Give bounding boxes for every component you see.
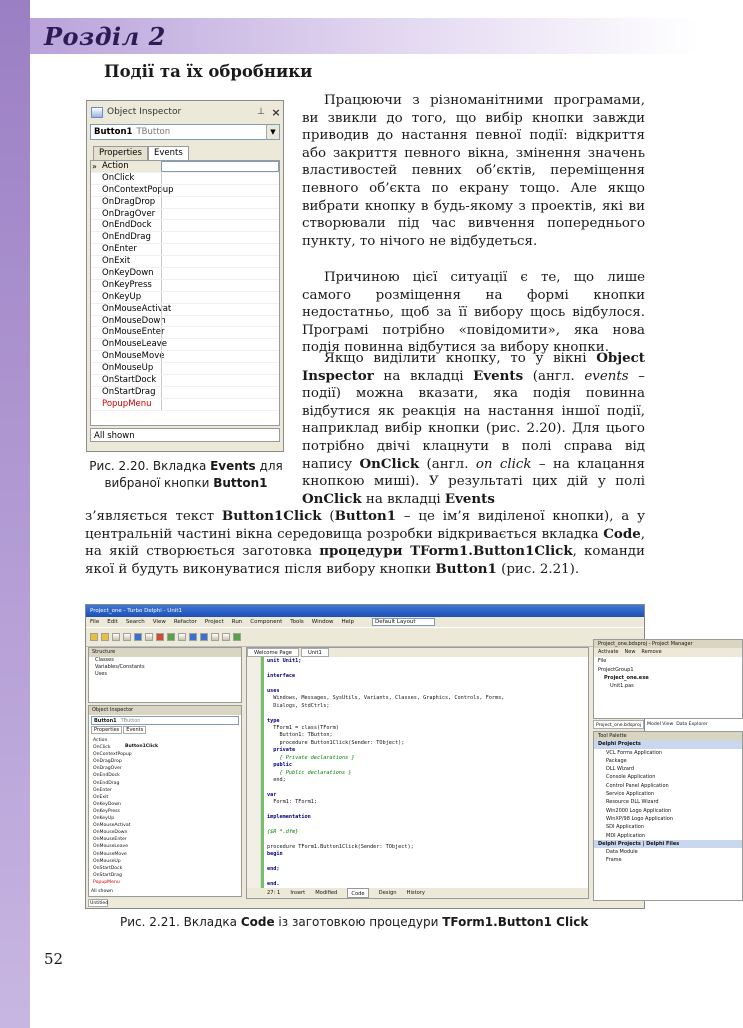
menu-item[interactable]: Refactor: [173, 619, 197, 625]
pm-item[interactable]: Project_one.exe: [604, 674, 649, 681]
ide-event-row[interactable]: OnContextPopup: [93, 752, 132, 758]
code-line: end;: [267, 777, 286, 783]
code-line: [267, 859, 504, 866]
event-name: OnMouseEnter: [102, 327, 165, 338]
ide-titlebar: Project_one - Turbo Delphi - Unit1: [86, 605, 644, 617]
tool-palette: [593, 731, 743, 901]
palette-item[interactable]: Console Application: [606, 774, 656, 781]
event-name: OnKeyDown: [102, 268, 154, 279]
event-row[interactable]: [91, 339, 279, 351]
event-name: OnDragOver: [102, 208, 156, 219]
palette-item[interactable]: WinXP/98 Logo Application: [606, 815, 673, 822]
ide-oi-events-list: [91, 737, 163, 886]
page-number: 52: [44, 950, 64, 968]
menu-item[interactable]: Edit: [107, 619, 118, 625]
step-over-icon[interactable]: [189, 633, 197, 641]
palette-item[interactable]: Frame: [606, 857, 622, 864]
event-value[interactable]: [161, 327, 279, 338]
code-line: [267, 710, 504, 717]
ide-menubar: [86, 617, 644, 627]
event-name: OnMouseDown: [102, 315, 166, 326]
event-row[interactable]: [91, 327, 279, 339]
structure-title: Structure: [89, 648, 241, 657]
palette-item[interactable]: SDI Application: [606, 824, 645, 831]
pm-title: Project_one.bdsproj - Project Manager: [594, 640, 742, 648]
palette-item[interactable]: MDI Application: [606, 832, 646, 839]
modified-flag: Modified: [315, 890, 338, 896]
tab-design[interactable]: Design: [378, 890, 397, 896]
tab-properties[interactable]: Properties: [93, 146, 148, 160]
object-inspector-figure: [86, 100, 284, 452]
event-row[interactable]: [91, 399, 279, 411]
event-name: OnKeyUp: [102, 291, 142, 302]
code-line: var: [267, 791, 277, 798]
figure-caption-2-21: [120, 915, 588, 929]
code-line: procedure Button1Click(Sender: TObject);: [267, 739, 405, 746]
run-icon[interactable]: [167, 633, 175, 641]
event-row[interactable]: [91, 220, 279, 232]
pause-icon[interactable]: [178, 633, 186, 641]
oi-tabs: [93, 146, 280, 160]
code-line: [267, 837, 504, 844]
ide-bottom-status: Untitled: [90, 901, 109, 906]
palette-item[interactable]: Service Application: [606, 791, 655, 798]
pm-activate-button[interactable]: Activate: [598, 649, 619, 656]
ide-event-row[interactable]: OnKeyPress: [93, 808, 120, 814]
ide-event-row[interactable]: OnClick: [93, 745, 111, 751]
ide-event-row[interactable]: OnEnter: [93, 787, 112, 793]
caption-term: Events: [210, 459, 256, 473]
event-value[interactable]: [161, 292, 279, 303]
back-icon[interactable]: [211, 633, 219, 641]
event-value[interactable]: [161, 197, 279, 208]
event-value[interactable]: [161, 244, 279, 255]
code-line: begin: [267, 851, 283, 858]
ide-tab-properties[interactable]: Properties: [91, 726, 122, 734]
pm-toolbar: [594, 648, 742, 657]
ide-event-row[interactable]: OnStartDrag: [93, 872, 122, 878]
code-line: { Public declarations }: [267, 769, 352, 776]
current-row-marker-icon: »: [92, 162, 97, 171]
event-row[interactable]: [91, 232, 279, 244]
palette-item[interactable]: Data Module: [606, 849, 638, 856]
code-line: [267, 680, 504, 687]
pm-item[interactable]: ProjectGroup1: [598, 666, 634, 673]
ide-oi-type: TButton: [120, 718, 141, 724]
oi-component-name: Button1: [94, 127, 133, 137]
code-line: end.: [267, 881, 280, 888]
pm-remove-button[interactable]: Remove: [641, 649, 662, 656]
ide-event-row[interactable]: OnKeyDown: [93, 801, 121, 807]
save-icon[interactable]: [112, 633, 120, 641]
pin-icon[interactable]: ⊥: [257, 107, 265, 117]
figure-caption-2-20: [84, 458, 288, 492]
code-editor[interactable]: [246, 647, 589, 899]
code-line: uses: [267, 687, 280, 694]
event-value[interactable]: [161, 316, 279, 327]
palette-item[interactable]: Win2000 Logo Application: [606, 807, 672, 814]
menu-item[interactable]: Tools: [290, 619, 304, 625]
ide-oi-title: Object Inspector: [89, 706, 241, 715]
event-value[interactable]: [161, 339, 279, 350]
event-value[interactable]: [161, 280, 279, 291]
event-row[interactable]: [91, 209, 279, 221]
ide-toolbar: [86, 627, 644, 647]
ide-event-row[interactable]: OnEndDock: [93, 773, 120, 779]
code-line: [267, 822, 504, 829]
oi-events-grid: [90, 160, 280, 426]
toggle-icon[interactable]: [156, 633, 164, 641]
palette-item[interactable]: DLL Wizard: [606, 766, 635, 773]
ide-event-row[interactable]: OnEndDrag: [93, 780, 120, 786]
forward-icon[interactable]: [222, 633, 230, 641]
tab-data-explorer[interactable]: Data Explorer: [676, 722, 708, 727]
delphi-ide-figure: [85, 604, 708, 909]
caption-term: TForm1.Button1 Click: [442, 915, 589, 929]
ide-object-inspector: [88, 705, 242, 897]
event-row[interactable]: [91, 351, 279, 363]
event-name: OnMouseMove: [102, 351, 165, 362]
ide-event-row[interactable]: OnDragDrop: [93, 759, 122, 765]
structure-pane: [88, 647, 242, 703]
event-value[interactable]: [161, 268, 279, 279]
event-row[interactable]: [91, 256, 279, 268]
save-all-icon[interactable]: [123, 633, 131, 641]
menu-item[interactable]: Search: [125, 619, 145, 625]
code-line: [267, 784, 504, 791]
code-line: procedure TForm1.Button1Click(Sender: TObject);: [267, 843, 414, 850]
event-row[interactable]: [91, 185, 279, 197]
event-name: OnStartDock: [102, 375, 157, 386]
code-line: [267, 665, 504, 672]
menu-item[interactable]: File: [90, 619, 100, 625]
help-icon[interactable]: [233, 633, 241, 641]
cursor-position: 27: 1: [267, 890, 281, 896]
event-value[interactable]: [161, 399, 279, 410]
event-value[interactable]: [161, 185, 279, 196]
event-value[interactable]: [161, 351, 279, 362]
caption-text: із заготовкою процедури: [274, 915, 443, 929]
event-value[interactable]: [161, 161, 279, 172]
caption-text: Рис. 2.21. Вкладка: [120, 915, 241, 929]
editor-statusbar: [247, 888, 588, 898]
tree-item-uses[interactable]: Uses: [95, 671, 107, 677]
editor-change-bar: [261, 657, 264, 888]
tree-item-classes[interactable]: Classes: [95, 657, 114, 663]
pm-tabs: [593, 720, 743, 729]
event-value[interactable]: [161, 256, 279, 267]
tab-history[interactable]: History: [406, 890, 426, 896]
event-row[interactable]: [91, 363, 279, 375]
ide-event-row[interactable]: OnMouseDown: [93, 830, 128, 836]
event-row[interactable]: [91, 173, 279, 185]
project-manager: [593, 639, 743, 719]
trace-into-icon[interactable]: [200, 633, 208, 641]
palette-item[interactable]: Control Panel Application: [606, 782, 669, 789]
ide-oi-component-select[interactable]: [91, 716, 239, 725]
code-line: [267, 807, 504, 814]
event-row[interactable]: [91, 280, 279, 292]
tab-code[interactable]: Code: [347, 888, 368, 898]
event-name: OnEndDrag: [102, 232, 151, 243]
code-line: Windows, Messages, SysUtils, Variants, Classes, Graphics, Controls, Forms,: [267, 695, 505, 702]
code-line: public: [267, 762, 292, 769]
event-name: OnEnter: [102, 244, 137, 255]
menu-item[interactable]: Run: [231, 619, 243, 625]
new-icon[interactable]: [90, 633, 98, 641]
oi-titlebar: [87, 101, 283, 123]
tab-project[interactable]: Project_one.bdsproj: [593, 720, 644, 729]
add-file-icon[interactable]: [134, 633, 142, 641]
palette-item[interactable]: Resource DLL Wizard: [606, 799, 659, 806]
ide-oi-tabs: [89, 726, 241, 734]
event-name: OnMouseUp: [102, 363, 154, 374]
event-name: OnDragDrop: [102, 196, 156, 207]
event-row[interactable]: [91, 387, 279, 399]
event-row[interactable]: [91, 161, 279, 173]
tp-section[interactable]: Delphi Projects: [594, 740, 742, 748]
ide-event-row[interactable]: OnDragOver: [93, 766, 122, 772]
event-name: OnContextPopup: [102, 184, 174, 195]
code-line: Dialogs, StdCtrls;: [267, 702, 330, 709]
object-inspector-icon: [91, 107, 103, 118]
ide-event-row[interactable]: OnMouseEnter: [93, 837, 127, 843]
ide-oi-onclick-value[interactable]: Button1Click: [125, 744, 159, 749]
event-name: PopupMenu: [102, 398, 152, 409]
ide-tab-events[interactable]: Events: [123, 726, 146, 734]
palette-item[interactable]: VCL Forms Application: [606, 749, 663, 756]
event-value[interactable]: [161, 173, 279, 184]
page-edge-decoration: [0, 0, 30, 1028]
ide-event-row[interactable]: OnKeyUp: [93, 816, 115, 822]
code-line: end;: [267, 866, 280, 873]
ide-event-row[interactable]: OnMouseActivat: [93, 823, 131, 829]
ide-event-row[interactable]: OnMouseMove: [93, 851, 127, 857]
event-value[interactable]: [161, 375, 279, 386]
pm-item[interactable]: Unit1.pas: [610, 683, 634, 690]
layout-select[interactable]: Default Layout: [372, 618, 435, 626]
event-value[interactable]: [161, 232, 279, 243]
ide-event-row[interactable]: PopupMenu: [93, 879, 120, 885]
ide-event-row[interactable]: OnExit: [93, 794, 109, 800]
code-line: TForm1 = class(TForm): [267, 724, 339, 731]
event-name: OnStartDrag: [102, 386, 156, 397]
paragraph-1: Працюючи з різноманітними програмами, ви звикли до того, що вибір кнопки завжди приводив до настання певної події: відкриття або закриття певного вікна, змінення значень властивостей певних об’єктів, переміщення певного об’єкта по екрану тощо. Але якщо вибрати кнопку в будь-якому з проектів, які ви створювали під час вивчення попереднього пункту, то нічого не відбудеться.: [302, 93, 645, 249]
oi-component-select[interactable]: [90, 124, 280, 140]
event-value[interactable]: [161, 220, 279, 231]
tab-unit1[interactable]: Unit1: [301, 648, 329, 657]
menu-item[interactable]: View: [152, 619, 166, 625]
paragraph-4: з’являється текст Button1Click (Button1 – це ім’я виділеної кнопки), а у центральній частині вікна середовища розробки відкривається вкладка Code, на якій створюється заготовка процедури TForm1.Button1Click, команди якої й будуть виконуватися після вибору кнопки Button1 (рис. 2.21).: [85, 508, 645, 577]
menu-item[interactable]: Project: [204, 619, 224, 625]
paragraph-2: Причиною цієї ситуації є те, що лише самого розміщення на формі кнопки недостатньо, щоб за її вибору щось відбулося. Програмі потрібно «повідомити», яка нова подія повинна відбутися за вибору кнопки.: [302, 270, 645, 356]
event-value[interactable]: [161, 387, 279, 398]
caption-term: Button1: [213, 476, 268, 490]
close-icon[interactable]: ×: [271, 105, 281, 119]
insert-mode: Insert: [290, 890, 306, 896]
oi-status: All shown: [90, 428, 280, 442]
ide-event-row[interactable]: Action: [93, 738, 108, 743]
tab-model-view[interactable]: Model View: [647, 722, 674, 727]
editor-tabs: [247, 648, 588, 657]
code-line: interface: [267, 672, 296, 679]
event-row[interactable]: [91, 244, 279, 256]
event-name: OnExit: [102, 256, 131, 267]
event-row[interactable]: [91, 197, 279, 209]
code-line: type: [267, 717, 280, 724]
code-line: private: [267, 747, 296, 754]
ide-oi-component: Button1: [94, 718, 117, 724]
code-line: [267, 874, 504, 881]
event-name: OnMouseLeave: [102, 339, 167, 350]
event-name: OnMouseActivat: [102, 303, 172, 314]
event-row[interactable]: [91, 316, 279, 328]
code-line: implementation: [267, 814, 311, 821]
ide-event-row[interactable]: OnStartDock: [93, 865, 123, 871]
tree-item-variables[interactable]: Variables/Constants: [95, 664, 145, 670]
event-value[interactable]: [161, 209, 279, 220]
caption-text: Рис. 2.20. Вкладка: [89, 459, 211, 473]
menu-item[interactable]: Help: [341, 619, 355, 625]
pm-new-button[interactable]: New: [624, 649, 636, 656]
event-name: OnEndDock: [102, 220, 152, 231]
tp-title: Tool Palette: [594, 732, 742, 740]
open-icon[interactable]: [101, 633, 109, 641]
tp-section[interactable]: Delphi Projects | Delphi Files: [594, 840, 742, 848]
event-value[interactable]: [161, 304, 279, 315]
oi-component-type: TButton: [136, 127, 171, 137]
remove-file-icon[interactable]: [145, 633, 153, 641]
code-line: unit Unit1;: [267, 658, 302, 664]
event-name: OnClick: [102, 172, 135, 183]
ide-event-row[interactable]: OnMouseUp: [93, 858, 121, 864]
tab-events[interactable]: Events: [148, 146, 189, 160]
event-row[interactable]: [91, 375, 279, 387]
chevron-down-icon[interactable]: ▼: [266, 125, 279, 139]
code-lines: [267, 658, 504, 889]
pm-item: File: [598, 658, 607, 665]
oi-title: Object Inspector: [107, 107, 182, 117]
code-line: Button1: TButton;: [267, 732, 333, 739]
editor-gutter: [247, 657, 261, 888]
ide-event-row[interactable]: OnMouseLeave: [93, 844, 129, 850]
event-row[interactable]: [91, 268, 279, 280]
code-line: Form1: TForm1;: [267, 799, 317, 806]
caption-text: для вибраної кнопки: [104, 459, 283, 490]
code-line: { Private declarations }: [267, 754, 355, 761]
event-name: OnKeyPress: [102, 279, 152, 290]
paragraph-3: Якщо виділити кнопку, то у вікні Object Inspector на вкладці Events (англ. events – події) можна вказати, яка подія повинна відбутися як реакція на настання іншої події, наприклад вибір кнопки (рис. 2.20). Для цього потрібно двічі клацнути в полі справа від напису OnClick (англ. on click – на клацання кнопкою миші). У результаті цих дій у полі OnClick на вкладці Events: [302, 350, 645, 507]
code-line: {$R *.dfm}: [267, 829, 299, 836]
event-value[interactable]: [161, 363, 279, 374]
menu-item[interactable]: Window: [311, 619, 334, 625]
caption-term: Code: [240, 915, 275, 929]
menu-item[interactable]: Component: [250, 619, 283, 625]
ide-oi-status: All shown: [91, 889, 113, 894]
event-row[interactable]: [91, 304, 279, 316]
section-title: Розділ 2: [44, 22, 166, 51]
tab-welcome-page[interactable]: Welcome Page: [247, 648, 299, 657]
event-name: Action: [102, 161, 129, 171]
palette-item[interactable]: Package: [606, 757, 627, 764]
event-row[interactable]: [91, 292, 279, 304]
section-heading: Події та їх обробники: [104, 62, 313, 81]
